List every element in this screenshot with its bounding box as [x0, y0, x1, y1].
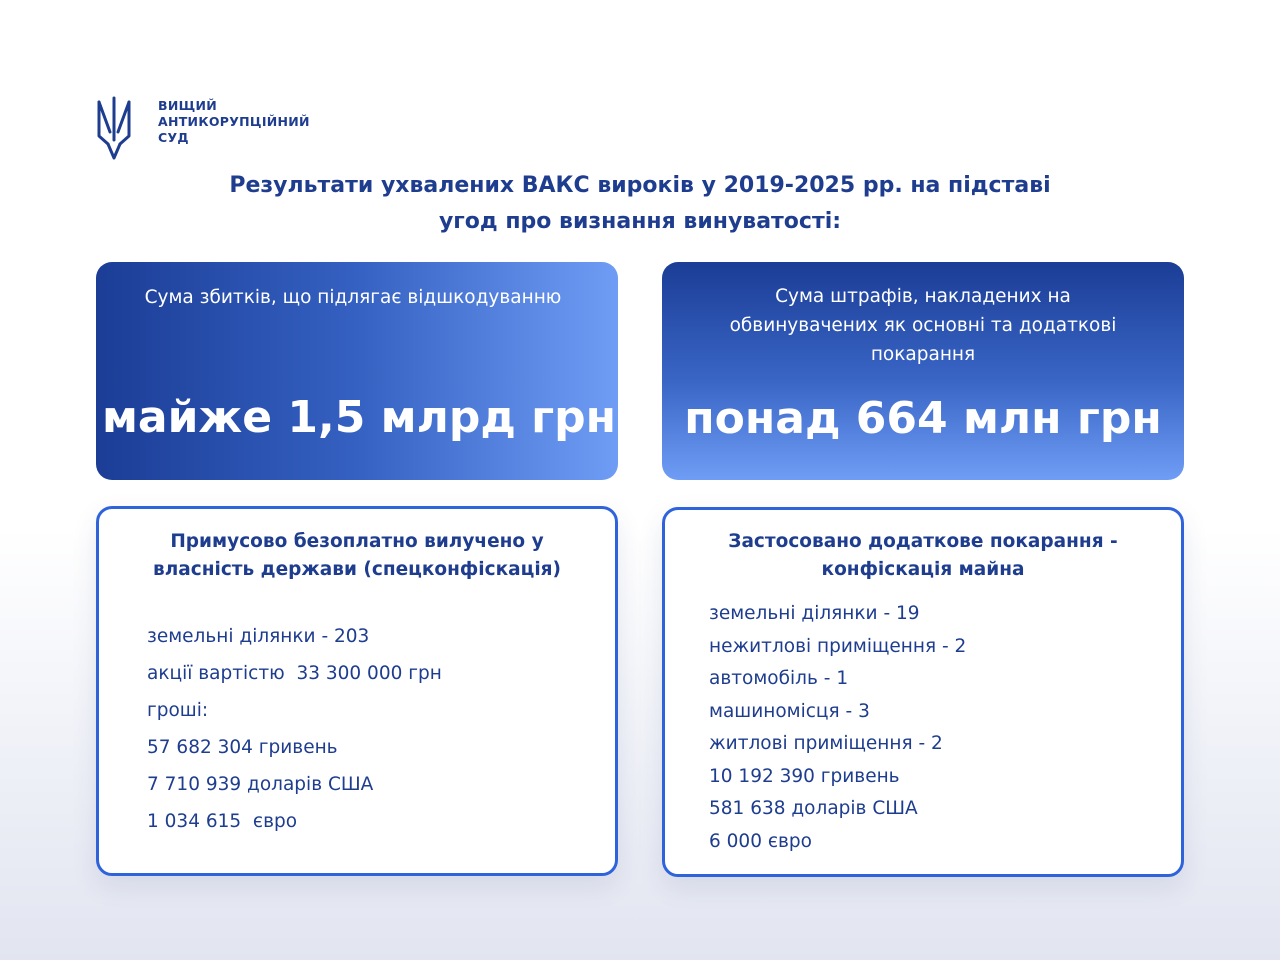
list-item: 7 710 939 доларів США — [147, 774, 374, 795]
special-confiscation-title-line1: Примусово безоплатно вилучено у — [170, 531, 544, 552]
list-item: 6 000 євро — [709, 830, 812, 852]
list-item: акції вартістю 33 300 000 грн — [147, 663, 442, 684]
list-item: гроші: — [147, 700, 209, 721]
fines-caption-line1: Сума штрафів, накладених на — [775, 286, 1071, 307]
list-item: 57 682 304 гривень — [147, 737, 338, 758]
list-item: земельні ділянки - 19 — [709, 603, 920, 624]
fines-caption-line2: обвинувачених як основні та додаткові — [729, 315, 1117, 336]
property-confiscation-list — [709, 598, 966, 858]
fines-value: понад 664 млн грн — [684, 393, 1162, 444]
fines-caption-line3: покарання — [870, 344, 976, 365]
special-confiscation-list — [147, 618, 442, 840]
list-item: житлові приміщення - 2 — [709, 733, 943, 754]
list-item: нежитлові приміщення - 2 — [709, 635, 967, 657]
property-confiscation-title-line1: Застосовано додаткове покарання - — [728, 531, 1118, 552]
property-confiscation-title-line2: конфіскація майна — [821, 559, 1025, 580]
court-name-line3: СУД — [158, 130, 189, 145]
list-item: автомобіль - 1 — [709, 668, 849, 689]
page-title-line2: угод про визнання винуватості: — [438, 209, 842, 234]
special-confiscation-title — [99, 528, 615, 584]
page-title-line1: Результати ухвалених ВАКС вироків у 2019-2025 рр. на підставі — [229, 173, 1051, 198]
special-confiscation-title-line2: власність держави (спецконфіскація) — [153, 559, 561, 580]
court-name-line1: ВИЩИЙ — [158, 98, 217, 113]
court-name-line2: АНТИКОРУПЦІЙНИЙ — [158, 114, 310, 129]
list-item: 10 192 390 гривень — [709, 765, 900, 787]
list-item: 581 638 доларів США — [709, 798, 918, 819]
damages-value: майже 1,5 млрд грн — [101, 392, 617, 443]
property-confiscation-card — [662, 507, 1184, 877]
fines-card — [662, 262, 1184, 480]
damages-card — [96, 262, 618, 480]
list-item: 1 034 615 євро — [147, 811, 298, 832]
property-confiscation-title — [665, 528, 1181, 584]
court-name — [158, 98, 310, 146]
list-item: машиномісця - 3 — [709, 700, 870, 722]
damages-caption: Сума збитків, що підлягає відшкодуванню — [144, 287, 562, 308]
trident-logo-icon — [96, 96, 132, 160]
page-title — [0, 168, 1280, 240]
list-item: земельні ділянки - 203 — [147, 626, 370, 647]
fines-caption — [662, 282, 1184, 369]
court-logo — [96, 96, 310, 160]
special-confiscation-card — [96, 506, 618, 876]
